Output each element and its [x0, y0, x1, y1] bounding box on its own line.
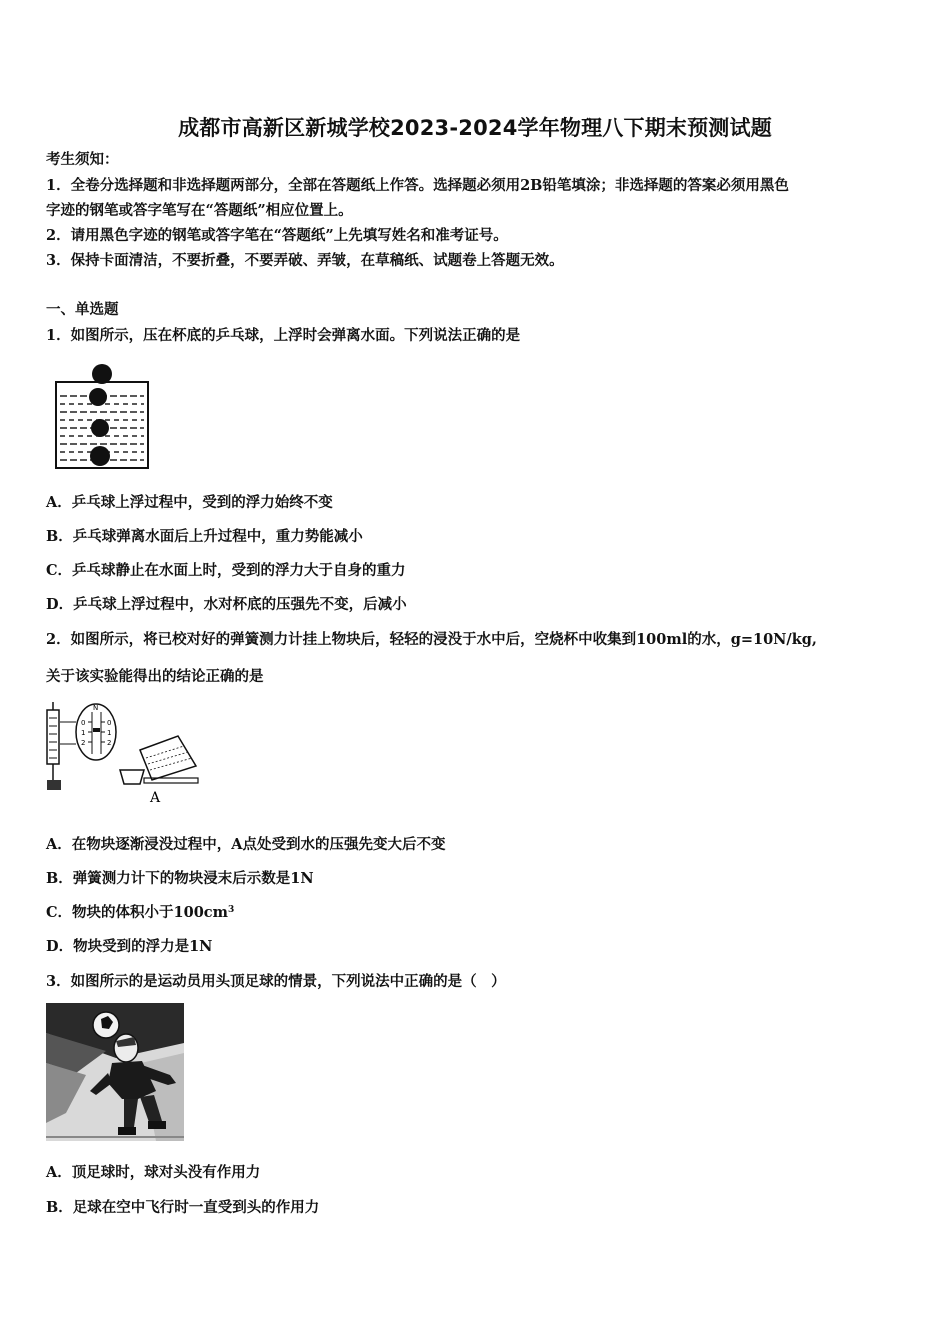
- notice-item-2: 2．请用黑色字迹的钢笔或答字笔在“答题纸”上先填写姓名和准考证号。: [46, 227, 508, 244]
- ball-surface-icon: [89, 388, 107, 406]
- q2-option-d: D．物块受到的浮力是1N: [46, 938, 213, 955]
- q2-option-c-exponent: 3: [227, 905, 235, 915]
- q1-option-b: B．乒乓球弹离水面后上升过程中，重力势能减小: [46, 528, 363, 545]
- notice-item-1: 1．全卷分选择题和非选择题两部分，全部在答题纸上作答。选择题必须用2B铅笔填涂；非选择题的答案必须用黑色: [46, 177, 789, 194]
- ball-middle-icon: [91, 419, 109, 437]
- q2-option-c: [46, 903, 234, 923]
- q3-stem: 3．如图所示的是运动员用头顶足球的情景，下列说法中正确的是（ ）: [46, 973, 506, 990]
- notice-item-1-cont: 字迹的钢笔或答字笔写在“答题纸”相应位置上。: [46, 202, 353, 219]
- q1-stem: 1．如图所示，压在杯底的乒乓球，上浮时会弹离水面。下列说法正确的是: [46, 327, 521, 344]
- notice-item-3: 3．保持卡面清洁，不要折叠，不要弄破、弄皱，在草稿纸、试题卷上答题无效。: [46, 252, 564, 269]
- notice-heading: 考生须知：: [46, 151, 119, 168]
- q2-option-c-text: C．物块的体积小于100cm: [46, 904, 228, 921]
- ball-bottom-icon: [90, 446, 110, 466]
- ball-above-icon: [92, 364, 112, 384]
- scale-tick-1-right: 1: [107, 729, 112, 737]
- figure-label-a: A: [150, 790, 161, 806]
- header-football-photo: [46, 1003, 184, 1141]
- scale-tick-0-right: 0: [107, 719, 112, 727]
- q2-option-a: A．在物块逐渐浸没过程中，A点处受到水的压强先变大后不变: [46, 836, 446, 853]
- beaker-pingpong-figure: [50, 362, 155, 474]
- q3-option-b: B．足球在空中飞行时一直受到头的作用力: [46, 1199, 320, 1216]
- scale-tick-2: 2: [81, 739, 86, 747]
- q1-option-c: C．乒乓球静止在水面上时，受到的浮力大于自身的重力: [46, 562, 406, 579]
- scale-unit-label: N: [93, 704, 99, 712]
- scale-tick-1: 1: [81, 729, 86, 737]
- spring-scale-figure: [44, 700, 204, 808]
- player-head-icon: [114, 1034, 138, 1062]
- q1-option-a: A．乒乓球上浮过程中，受到的浮力始终不变: [46, 494, 333, 511]
- q1-option-d: D．乒乓球上浮过程中，水对杯底的压强先不变，后减小: [46, 596, 407, 613]
- exam-title: 成都市高新区新城学校2023-2024学年物理八下期末预测试题: [178, 116, 772, 140]
- q2-option-b: B．弹簧测力计下的物块浸末后示数是1N: [46, 870, 314, 887]
- scale-tick-2-right: 2: [107, 739, 112, 747]
- q3-option-a: A．顶足球时，球对头没有作用力: [46, 1164, 261, 1181]
- scale-tick-0: 0: [81, 719, 86, 727]
- q2-stem-line2: 关于该实验能得出的结论正确的是: [46, 668, 264, 685]
- section-heading: 一、单选题: [46, 301, 119, 318]
- q2-stem-line1: 2．如图所示，将已校对好的弹簧测力计挂上物块后，轻轻的浸没于水中后，空烧杯中收集到100ml的水，g=10N/kg,: [46, 631, 817, 648]
